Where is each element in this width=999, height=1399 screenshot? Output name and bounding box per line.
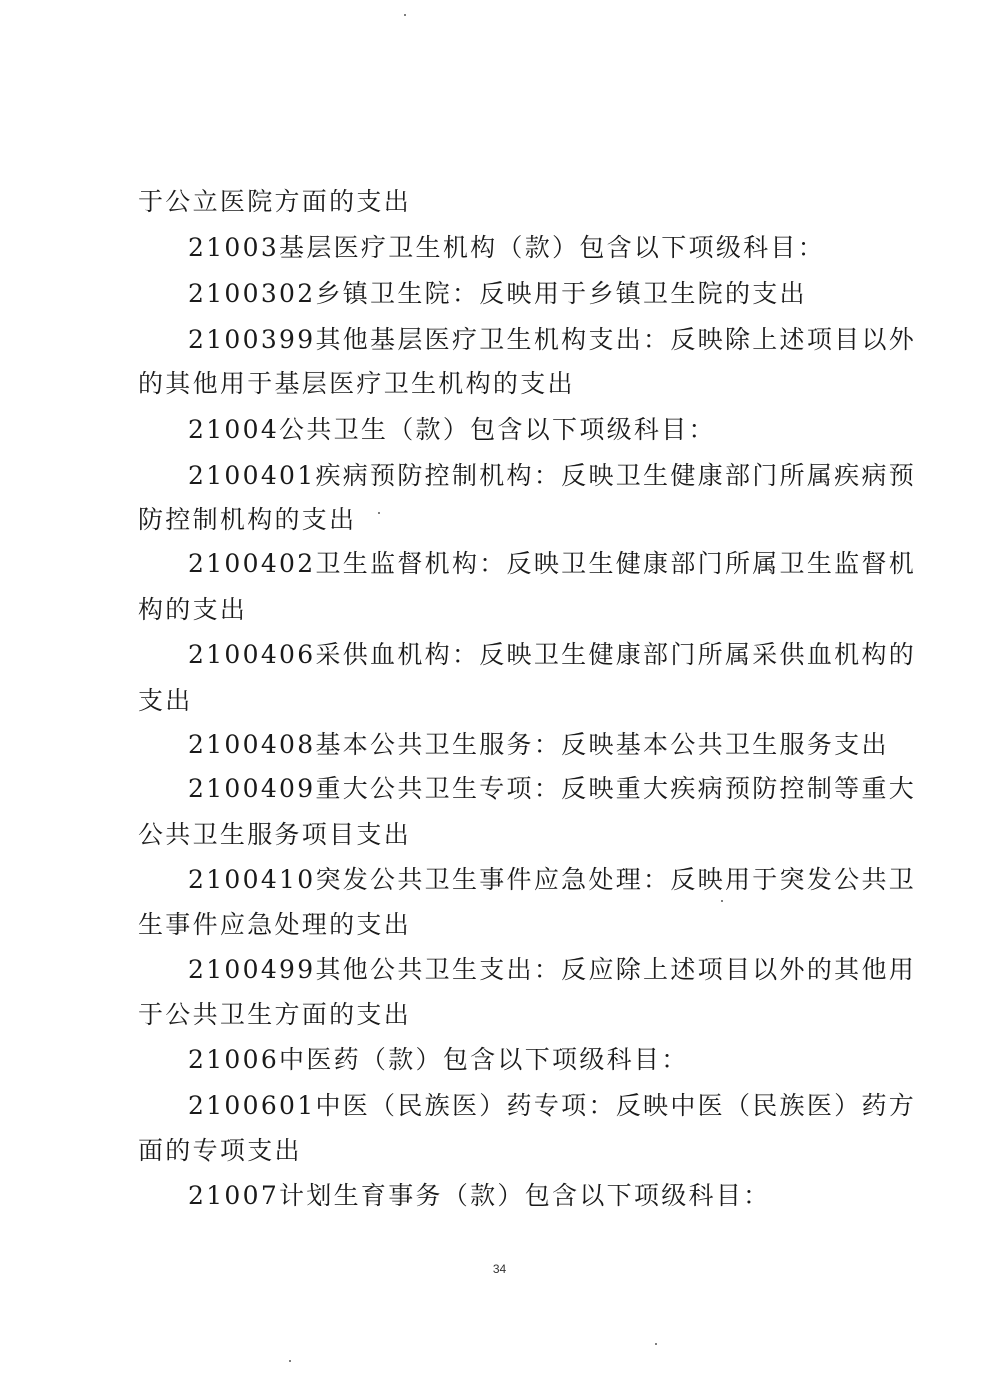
scan-speck — [404, 14, 406, 16]
text-line: 2100601中医（民族医）药专项：反映中医（民族医）药方 — [188, 1091, 917, 1120]
text-line: 2100302乡镇卫生院：反映用于乡镇卫生院的支出 — [188, 279, 807, 308]
scan-speck — [289, 1360, 291, 1362]
text-line: 构的支出 — [138, 595, 248, 624]
text-line: 2100408基本公共卫生服务：反映基本公共卫生服务支出 — [188, 730, 889, 759]
text-line: 面的专项支出 — [138, 1136, 302, 1165]
text-line: 21004公共卫生（款）包含以下项级科目： — [188, 415, 716, 444]
scan-speck — [655, 1343, 657, 1345]
text-line: 21006中医药（款）包含以下项级科目： — [188, 1045, 689, 1074]
text-line: 公共卫生服务项目支出 — [138, 820, 412, 849]
text-line: 2100402卫生监督机构：反映卫生健康部门所属卫生监督机 — [188, 549, 917, 578]
scan-speck — [378, 512, 380, 514]
text-line: 于公立医院方面的支出 — [138, 187, 412, 216]
text-line: 21003基层医疗卫生机构（款）包含以下项级科目： — [188, 233, 826, 262]
page-number: 34 — [492, 1262, 507, 1276]
text-line: 2100410突发公共卫生事件应急处理：反映用于突发公共卫 — [188, 865, 917, 894]
text-line: 支出 — [138, 686, 193, 715]
scan-speck — [721, 900, 723, 902]
text-line: 2100399其他基层医疗卫生机构支出：反映除上述项目以外 — [188, 325, 917, 354]
text-line: 2100406采供血机构：反映卫生健康部门所属采供血机构的 — [188, 640, 917, 669]
text-line: 防控制机构的支出 — [138, 505, 357, 534]
text-line: 的其他用于基层医疗卫生机构的支出 — [138, 369, 575, 398]
text-line: 2100401疾病预防控制机构：反映卫生健康部门所属疾病预 — [188, 461, 917, 490]
text-line: 2100499其他公共卫生支出：反应除上述项目以外的其他用 — [188, 955, 917, 984]
text-line: 2100409重大公共卫生专项：反映重大疾病预防控制等重大 — [188, 774, 917, 803]
text-line: 于公共卫生方面的支出 — [138, 1000, 412, 1029]
text-line: 21007计划生育事务（款）包含以下项级科目： — [188, 1181, 771, 1210]
text-line: 生事件应急处理的支出 — [138, 910, 412, 939]
